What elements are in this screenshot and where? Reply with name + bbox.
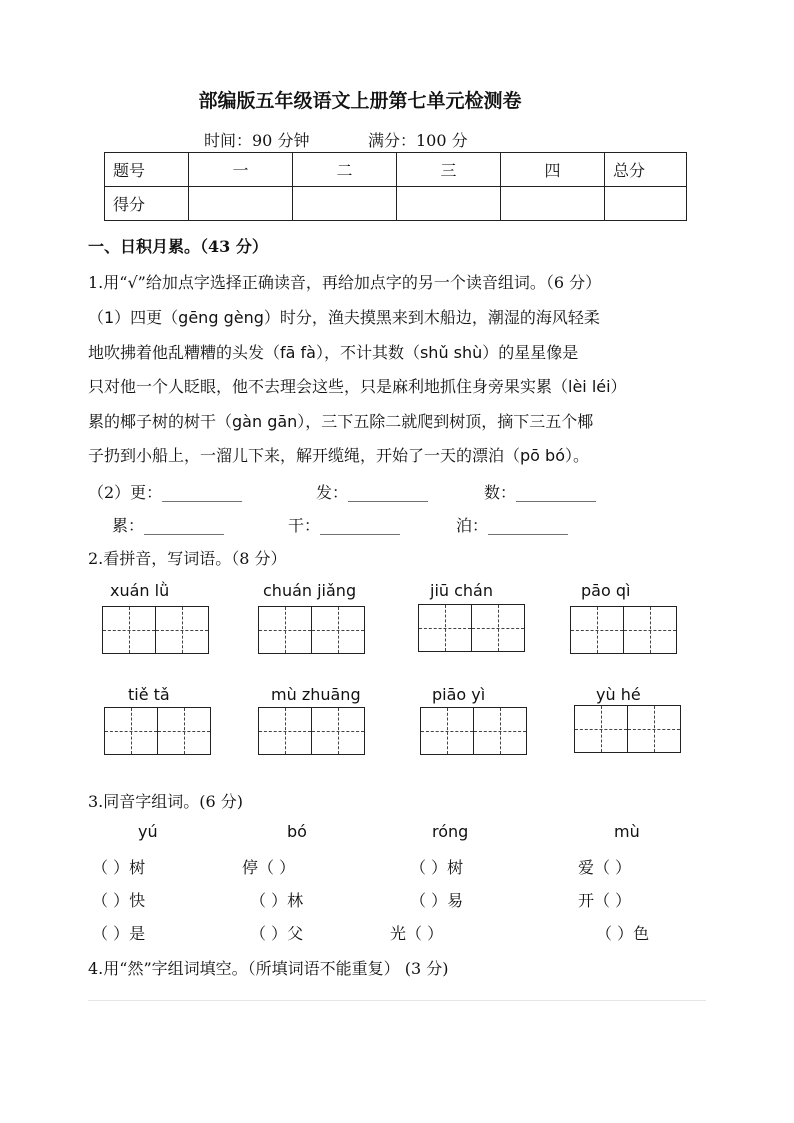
q1-fill-blank[interactable]: 数：__________ (484, 483, 597, 502)
score-header-cell: 二 (293, 153, 397, 187)
tianzi-box[interactable] (473, 707, 527, 755)
exam-full-score: 满分：100 分 (368, 131, 468, 150)
page-divider (88, 1000, 706, 1001)
q2-pinyin-label: pāo qì (581, 581, 631, 600)
q1-fill-blank[interactable]: 干：__________ (288, 516, 401, 535)
q1-fill-blank[interactable]: 泊：__________ (456, 516, 569, 535)
q1-prompt: 1.用“√”给加点字选择正确读音，再给加点字的另一个读音组词。（6 分） (88, 273, 602, 292)
q1-passage-line: 地吹拂着他乱糟糟的头发（fā fà），不计其数（shǔ shù）的星星像是 (88, 343, 579, 362)
score-header-cell: 一 (189, 153, 293, 187)
tianzi-box[interactable] (155, 606, 209, 654)
page-title: 部编版五年级语文上册第七单元检测卷 (198, 90, 522, 112)
q4-prompt: 4.用“然”字组词填空。（所填词语不能重复） (3 分) (88, 959, 449, 978)
q3-blank[interactable]: （ ）林 (250, 891, 304, 910)
q1-fill-blank[interactable]: （2）更：__________ (88, 483, 243, 502)
q3-blank[interactable]: （ ）色 (596, 924, 650, 943)
q1-passage-line: 子扔到小船上，一溜儿下来，解开缆绳，开始了一天的漂泊（pō bó）。 (88, 446, 589, 465)
score-blank-cell[interactable] (501, 187, 605, 221)
q3-pinyin: mù (614, 822, 640, 841)
q2-pinyin-label: xuán lǜ (110, 581, 170, 600)
tianzi-box[interactable] (418, 604, 472, 652)
score-blank-cell[interactable] (189, 187, 293, 221)
exam-time: 时间：90 分钟 (204, 131, 310, 150)
q3-blank[interactable]: （ ）父 (250, 924, 304, 943)
q3-blank[interactable]: （ ）快 (92, 891, 146, 910)
q3-blank[interactable]: （ ）易 (410, 891, 464, 910)
tianzi-box[interactable] (574, 705, 628, 753)
tianzi-box[interactable] (627, 705, 681, 753)
q1-passage-line: 只对他一个人眨眼，他不去理会这些，只是麻利地抓住身旁果实累（lèi léi） (88, 377, 627, 396)
q2-answer-grid[interactable] (258, 606, 365, 654)
section-1-heading: 一、日积月累。（43 分） (88, 237, 268, 256)
score-header-cell: 总分 (605, 153, 687, 187)
q2-answer-grid[interactable] (418, 604, 525, 652)
q3-blank[interactable]: （ ）树 (410, 858, 464, 877)
score-table-score-row (105, 187, 687, 221)
score-header-cell: 题号 (105, 153, 189, 187)
q2-pinyin-label: mù zhuāng (271, 685, 361, 704)
score-blank-cell[interactable] (293, 187, 397, 221)
tianzi-box[interactable] (104, 707, 158, 755)
tianzi-box[interactable] (157, 707, 211, 755)
q2-answer-grid[interactable] (104, 707, 211, 755)
q3-prompt: 3.同音字组词。(6 分) (88, 792, 244, 811)
tianzi-box[interactable] (471, 604, 525, 652)
q3-pinyin: bó (287, 822, 307, 841)
tianzi-box[interactable] (570, 606, 624, 654)
q2-pinyin-label: piāo yì (432, 685, 486, 704)
q2-answer-grid[interactable] (102, 606, 209, 654)
q2-pinyin-label: yù hé (596, 685, 641, 704)
score-header-cell: 三 (397, 153, 501, 187)
q1-fill-blank[interactable]: 累：__________ (112, 516, 225, 535)
tianzi-box[interactable] (258, 707, 312, 755)
q3-blank[interactable]: 爱（ ） (578, 858, 632, 877)
q3-blank[interactable]: 光（ ） (390, 924, 444, 943)
q3-blank[interactable]: （ ）是 (92, 924, 146, 943)
q3-blank[interactable]: 开（ ） (578, 891, 632, 910)
q2-answer-grid[interactable] (258, 707, 365, 755)
q2-answer-grid[interactable] (420, 707, 527, 755)
tianzi-box[interactable] (311, 606, 365, 654)
q2-pinyin-label: chuán jiǎng (263, 581, 357, 600)
tianzi-box[interactable] (420, 707, 474, 755)
q3-blank[interactable]: 停（ ） (242, 858, 296, 877)
q3-pinyin: yú (138, 822, 158, 841)
score-blank-cell[interactable] (397, 187, 501, 221)
tianzi-box[interactable] (311, 707, 365, 755)
q2-prompt: 2.看拼音，写词语。（8 分） (88, 549, 287, 568)
q3-pinyin: róng (432, 822, 469, 841)
q1-passage-line: 累的椰子树的树干（gàn gān），三下五除二就爬到树顶，摘下三五个椰 (88, 412, 594, 431)
q1-passage-line: （1）四更（gēng gèng）时分，渔夫摸黑来到木船边，潮湿的海风轻柔 (88, 308, 600, 327)
tianzi-box[interactable] (258, 606, 312, 654)
tianzi-box[interactable] (623, 606, 677, 654)
score-table (104, 152, 687, 221)
score-row-label: 得分 (105, 187, 189, 221)
q2-pinyin-label: tiě tǎ (128, 685, 170, 704)
tianzi-box[interactable] (102, 606, 156, 654)
score-blank-cell[interactable] (605, 187, 687, 221)
score-table-header-row (105, 153, 687, 187)
q2-answer-grid[interactable] (574, 705, 681, 753)
q2-answer-grid[interactable] (570, 606, 677, 654)
q3-blank[interactable]: （ ）树 (92, 858, 146, 877)
score-header-cell: 四 (501, 153, 605, 187)
q1-fill-blank[interactable]: 发：__________ (316, 483, 429, 502)
q2-pinyin-label: jiū chán (430, 581, 493, 600)
